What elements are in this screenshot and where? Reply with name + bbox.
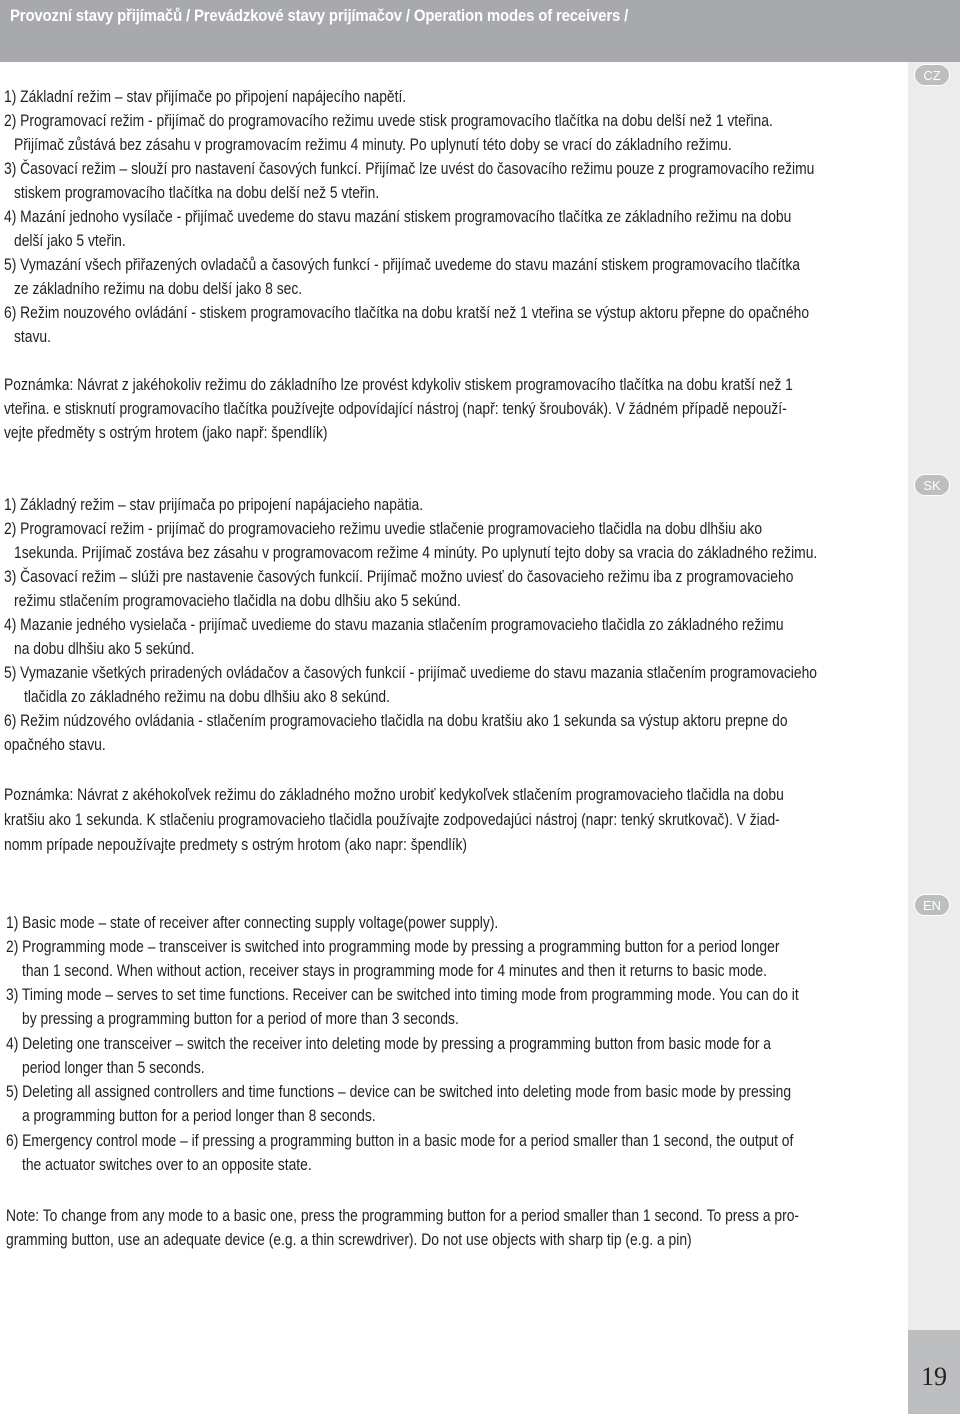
page-header xyxy=(0,0,960,62)
sk-line: 1sekunda. Prijímač zostáva bez zásahu v programovacom režime 4 minúty. Po uplynutí tejto doby sa vracia do základného režimu. xyxy=(14,544,818,562)
sk-note-line: kratšiu ako 1 sekunda. K stlačeniu programovacieho tlačidla používajte zodpovedajúci nástroj (napr: tenký skrutkovač). V žiad- xyxy=(4,811,780,829)
cz-line: 5) Vymazání všech přiřazených ovladačů a časových funkcí - přijímač uvedeme do stavu mazání stiskem programovacího tlačítka xyxy=(4,256,801,274)
sk-note-line: nomm prípade nepoužívajte predmety s ostrým hrotom (ako napr: špendlík) xyxy=(4,836,467,854)
sk-line: tlačidla zo základného režimu na dobu dlhšiu ako 8 sekúnd. xyxy=(24,688,390,706)
en-note-line: Note: To change from any mode to a basic one, press the programming button for a period smaller than 1 second. To press a pro- xyxy=(6,1207,800,1225)
en-line: 4) Deleting one transceiver – switch the receiver into deleting mode by pressing a programming button from basic mode for a xyxy=(6,1035,772,1053)
en-line: than 1 second. When without action, receiver stays in programming mode for 4 minutes and then it returns to basic mode. xyxy=(22,962,767,980)
sk-line: 3) Časovací režim – slúži pre nastavenie časových funkcií. Prijímač možno uviesť do časovacieho režimu iba z programovacieho xyxy=(4,568,794,586)
page-number: 19 xyxy=(921,1362,947,1391)
en-line: 1) Basic mode – state of receiver after connecting supply voltage(power supply). xyxy=(6,914,499,932)
cz-line: 4) Mazání jednoho vysílače - přijímač uvedeme do stavu mazání stiskem programovacího tlačítka ze základního režimu na dobu xyxy=(4,208,792,226)
cz-line: delší jako 5 vteřin. xyxy=(14,232,126,250)
cz-note-line: Poznámka: Návrat z jakéhokoliv režimu do základního lze provést kdykoliv stiskem programovacího tlačítka na dobu kratší než 1 xyxy=(4,376,793,394)
cz-note-line: vejte předměty s ostrým hrotem (jako např: špendlík) xyxy=(4,424,328,442)
sk-line: opačného stavu. xyxy=(4,736,106,754)
cz-line: Přijímač zůstává bez zásahu v programovacím režimu 4 minuty. Po uplynutí této doby se vrací do základního režimu. xyxy=(14,136,732,154)
en-line: the actuator switches over to an opposite state. xyxy=(22,1156,312,1174)
sk-line: 6) Režim núdzového ovládania - stlačením programovacieho tlačidla na dobu kratšiu ako 1 sekunda sa výstup aktoru prepne do xyxy=(4,712,788,730)
en-line: period longer than 5 seconds. xyxy=(22,1059,205,1077)
en-language-badge: EN xyxy=(914,894,950,916)
en-line: 6) Emergency control mode – if pressing a programming button in a basic mode for a period smaller than 1 second, the output of xyxy=(6,1132,794,1150)
sk-line: režimu stlačením programovacieho tlačidla na dobu dlhšiu ako 5 sekúnd. xyxy=(14,592,461,610)
sk-note-line: Poznámka: Návrat z akéhokoľvek režimu do základného možno urobiť kedykoľvek stlačením programovacieho tlačidla na dobu xyxy=(4,786,784,804)
cz-line: 3) Časovací režim – slouží pro nastavení časových funkcí. Přijímač lze uvést do časovacího režimu pouze z programovacího režimu xyxy=(4,160,815,178)
cz-line: stavu. xyxy=(14,328,51,346)
cz-line: 2) Programovací režim - přijímač do programovacího režimu uvede stisk programovacího tlačítka na dobu delší než 1 vteřina. xyxy=(4,112,773,130)
page-title: Provozní stavy přijímačů / Prevádzkové stavy prijímačov / Operation modes of receivers / xyxy=(10,6,629,25)
side-rail xyxy=(908,62,960,1414)
sk-line: 5) Vymazanie všetkých priradených ovládačov a časových funkcií - prijímač uvedieme do stavu mazania stlačením programovacieho xyxy=(4,664,817,682)
cz-line: 1) Základní režim – stav přijímače po připojení napájecího napětí. xyxy=(4,88,407,106)
en-line: 5) Deleting all assigned controllers and time functions – device can be switched into deleting mode from basic mode by pressing xyxy=(6,1083,792,1101)
cz-line: ze základního režimu na dobu delší jako 8 sec. xyxy=(14,280,303,298)
sk-line: na dobu dlhšiu ako 5 sekúnd. xyxy=(14,640,195,658)
sk-language-badge: SK xyxy=(914,474,950,496)
cz-line: 6) Režim nouzového ovládání - stiskem programovacího tlačítka na dobu kratší než 1 vteřina se výstup aktoru přepne do opačného xyxy=(4,304,810,322)
sk-line: 2) Programovací režim - prijímač do programovacieho režimu uvedie stlačenie programovacieho tlačidla na dobu dlhšiu ako xyxy=(4,520,763,538)
en-note-line: gramming button, use an adequate device (e.g. a thin screwdriver). Do not use objects with sharp tip (e.g. a pin) xyxy=(6,1231,692,1249)
en-line: by pressing a programming button for a period of more than 3 seconds. xyxy=(22,1010,459,1028)
en-line: 2) Programming mode – transceiver is switched into programming mode by pressing a programming button for a period longer xyxy=(6,938,780,956)
en-line: a programming button for a period longer than 8 seconds. xyxy=(22,1107,376,1125)
cz-note-line: vteřina. e stisknutí programovacího tlačítka používejte odpovídající nástroj (např: tenký šroubovák). V žádném případě nepouží- xyxy=(4,400,787,418)
sk-line: 1) Základný režim – stav prijímača po pripojení napájacieho napätia. xyxy=(4,496,424,514)
cz-line: stiskem programovacího tlačítka na dobu delší než 5 vteřin. xyxy=(14,184,380,202)
cz-language-badge: CZ xyxy=(914,64,950,86)
en-line: 3) Timing mode – serves to set time functions. Receiver can be switched into timing mode from programming mode. You can do it xyxy=(6,986,799,1004)
sk-line: 4) Mazanie jedného vysielača - prijímač uvedieme do stavu mazania stlačením programovacieho tlačidla zo základného režimu xyxy=(4,616,784,634)
